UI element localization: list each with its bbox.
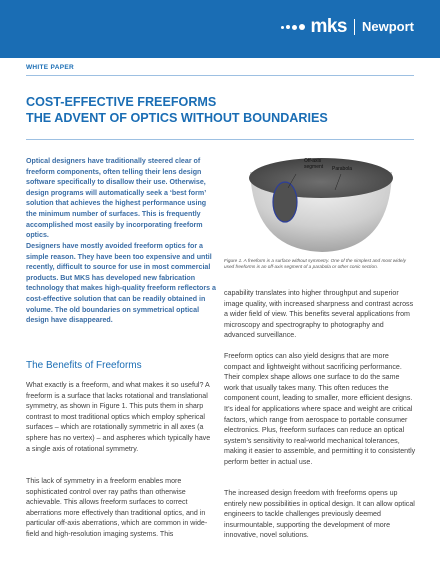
- figure-caption: Figure 1. A freeform is a surface without symmetry. One of the simplest and most widely used freeforms is an off-axis segment of a parabola or other conic section.: [224, 258, 406, 270]
- logo-separator: [354, 19, 355, 35]
- header-rule: [26, 75, 414, 76]
- intro-paragraph-1: Optical designers have traditionally steered clear of freeform components, often telling their lens design software specifically to disallow their use. Otherwise, design programs will automatically seek a ‘best form’ solution that achieves the highest performance using the minimum number of surfaces. This is frequently accomplished most easily by incorporating freeform optics.: [26, 157, 207, 240]
- intro-paragraph-2: Designers have mostly avoided freeform optics for a simple reason. They have been too expensive and until recently, difficult to source for use in most commercial products. But MKS has developed new fabrication technology that makes high-quality freeform reflectors a cost-effective solution that can be readily obtained in volume. The old boundaries on symmetrical optical design have disappeared.: [26, 242, 216, 325]
- figure-label-segment-2: segment: [304, 164, 324, 170]
- figure-label-segment-1: Off-axis: [304, 158, 322, 164]
- mks-newport-logo: [281, 18, 414, 36]
- title-rule: [26, 139, 414, 140]
- body-paragraph-2: This lack of symmetry in a freeform enables more sophisticated control over ray paths than otherwise achievable. This allows freeform surfaces to correct aberrations more effectively than traditional optics, and in particular off-axis aberrations, which are common in wide-field and high-resolution imaging systems. This: [26, 477, 208, 538]
- logo-newport-text: Newport: [362, 19, 414, 34]
- body-paragraph-4: Freeform optics can also yield designs that are more compact and lightweight without sacrificing performance. Their complex shape allows one surface to do the same work that usually takes many. This often reduces the component count, leading to smaller, more efficient designs. It’s ideal for applications where space and weight are critical factors, which range from aerospace to portable consumer electronics. Plus, freeform surfaces can reduce an optical system’s sensitivity to real-world mechanical tolerances, making it easier to assemble, and permitting it to consistently perform better in actual use.: [224, 352, 416, 466]
- logo-dots-icon: [281, 24, 307, 30]
- doc-type-label: WHITE PAPER: [26, 64, 74, 71]
- body-paragraph-5: The increased design freedom with freeforms opens up entirely new possibilities in optical design. It can allow optical engineers to tackle challenges previously deemed insurmountable, supporting the development of more innovative, novel solutions.: [224, 489, 415, 540]
- logo-mks-text: mks: [310, 16, 347, 37]
- off-axis-segment: [273, 182, 297, 222]
- parabola-illustration: [224, 150, 416, 254]
- figure-label-parabola: Parabola: [332, 166, 353, 172]
- title-line-1: COST-EFFECTIVE FREEFORMS: [26, 95, 217, 109]
- title-line-2: THE ADVENT OF OPTICS WITHOUT BOUNDARIES: [26, 110, 328, 125]
- figure-1: [224, 150, 416, 254]
- header-bar: [0, 0, 440, 58]
- body-paragraph-3: capability translates into higher throughput and superior image quality, with increased sharpness and contrast across a wider field of view. This benefits several applications from microscopy and spectrography to photography and advanced surveillance.: [224, 289, 414, 340]
- page-title: [26, 95, 328, 126]
- section-heading: The Benefits of Freeforms: [26, 360, 142, 371]
- body-paragraph-1: What exactly is a freeform, and what makes it so useful? A freeform is a surface that lacks rotational and translational symmetry, as shown in Figure 1. This puts them in sharp contrast to most traditional optics which employ spherical surfaces – which are rotationally symmetric in all axes (a sphere has no vertex) – and aspheres which typically have a single axis of rotational symmetry.: [26, 381, 211, 453]
